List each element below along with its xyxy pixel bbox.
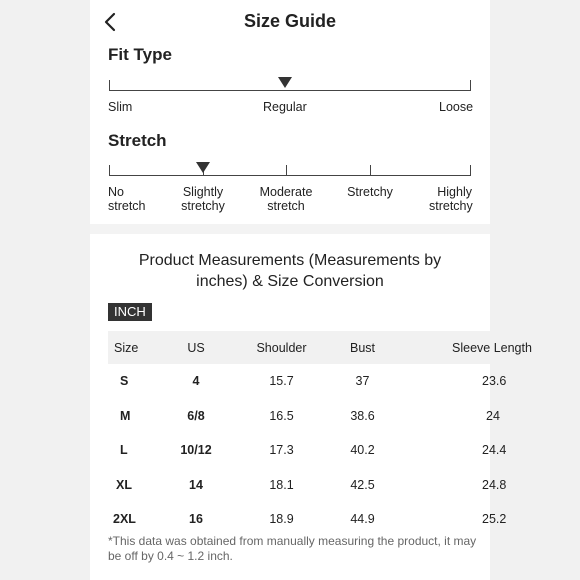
size-guide-screen <box>90 0 532 580</box>
size-table-container[interactable] <box>108 331 532 537</box>
stretch-label-high: Highly stretchy <box>429 185 473 213</box>
col-header-shoulder: Shoulder <box>250 331 313 364</box>
col-header-us: US <box>142 331 250 364</box>
cell-shoulder: 16.5 <box>269 408 294 423</box>
table-row <box>108 468 528 503</box>
cell-sleeve: 24.8 <box>482 477 507 492</box>
stretch-label-none: No stretch <box>108 185 146 213</box>
fit-type-title: Fit Type <box>108 45 172 64</box>
cell-shoulder: 15.7 <box>269 374 294 389</box>
fit-type-pointer <box>278 77 292 88</box>
cell-sleeve: 23.6 <box>482 374 507 389</box>
col-header-size: Size <box>108 331 142 364</box>
cell-us: 10/12 <box>180 443 212 458</box>
cell-us: 4 <box>192 374 200 389</box>
fit-stretch-section <box>90 44 490 224</box>
cell-size: M <box>120 408 131 423</box>
size-table <box>108 331 532 537</box>
cell-bust: 37 <box>355 374 370 389</box>
stretch-pointer <box>196 162 210 173</box>
table-row <box>108 433 528 468</box>
cell-sleeve: 24.4 <box>482 443 507 458</box>
cell-bust: 40.2 <box>350 443 375 458</box>
fit-label-slim: Slim <box>108 100 133 114</box>
fit-label-regular: Regular <box>263 100 307 114</box>
cell-us: 16 <box>189 512 203 527</box>
cell-sleeve: 24 <box>486 408 500 423</box>
scale-tick <box>470 165 471 176</box>
scale-tick <box>286 165 287 176</box>
stretch-label-stretchy: Stretchy <box>347 185 393 199</box>
cell-size: XL <box>116 477 132 492</box>
page-title: Size Guide <box>243 11 337 31</box>
scale-tick <box>109 80 110 91</box>
fit-label-loose: Loose <box>439 100 474 114</box>
fit-type-scale <box>109 79 471 91</box>
cell-bust: 44.9 <box>350 512 375 527</box>
stretch-title: Stretch <box>108 131 167 150</box>
scale-tick <box>470 80 471 91</box>
cell-shoulder: 18.9 <box>269 512 294 527</box>
stretch-scale <box>109 164 471 176</box>
cell-bust: 38.6 <box>350 408 375 423</box>
table-row <box>108 502 528 537</box>
header-bar <box>90 0 490 44</box>
cell-sleeve: 25.2 <box>482 512 507 527</box>
cell-us: 6/8 <box>187 408 205 423</box>
stretch-label-slight: Slightly stretchy <box>181 185 225 213</box>
table-row <box>108 399 528 434</box>
cell-size: L <box>120 443 128 458</box>
cell-us: 14 <box>189 477 203 492</box>
cell-bust: 42.5 <box>350 477 375 492</box>
table-row <box>108 364 528 399</box>
stretch-label-moderate: Moderate stretch <box>259 185 313 213</box>
measurement-note: *This data was obtained from manually measuring the product, it may be off by 0.4 ~ 1.2 inch. <box>108 534 477 563</box>
col-header-bust: Bust <box>313 331 412 364</box>
cell-size: S <box>120 374 129 389</box>
cell-shoulder: 18.1 <box>269 477 294 492</box>
scale-tick <box>109 165 110 176</box>
cell-shoulder: 17.3 <box>269 443 294 458</box>
col-header-sleeve-length: Sleeve Length <box>412 331 528 364</box>
cell-size: 2XL <box>113 512 136 527</box>
scale-tick <box>370 165 371 176</box>
table-header-row <box>108 331 528 364</box>
measurements-section <box>90 234 532 580</box>
unit-badge: INCH <box>108 303 152 321</box>
measurements-title: Product Measurements (Measurements by inches) & Size Conversion <box>138 252 442 290</box>
